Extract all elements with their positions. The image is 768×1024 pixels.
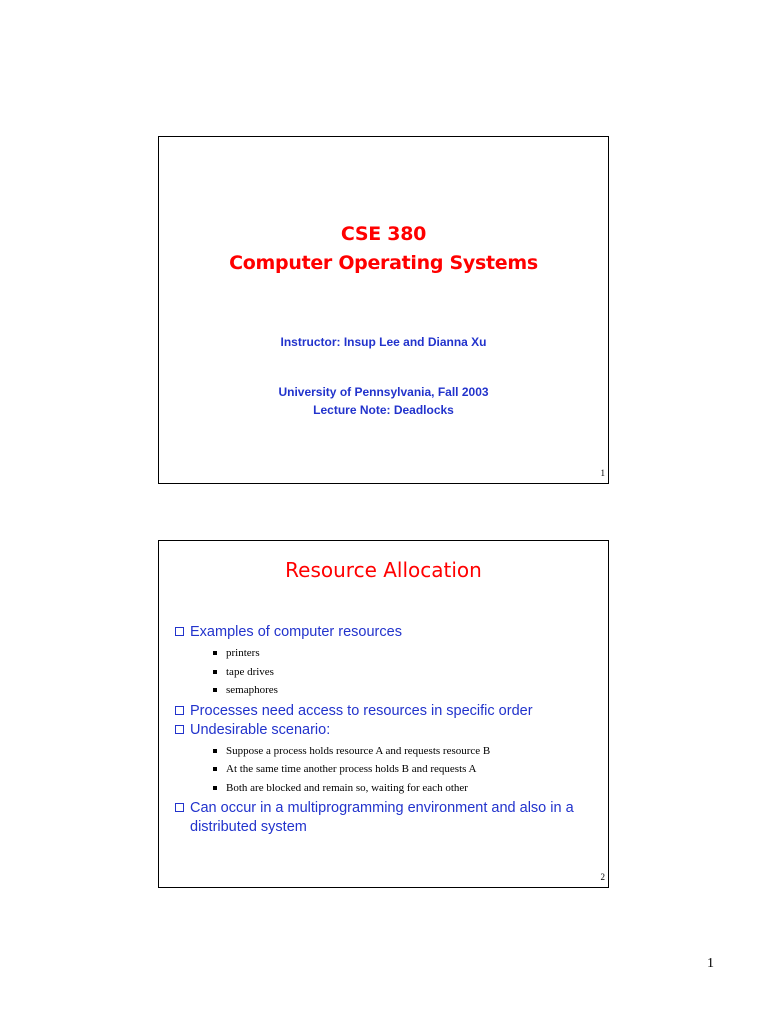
bullet-item: [174, 721, 598, 798]
bullet-list: [174, 623, 598, 837]
sub-bullet-text: At the same time another process holds B and requests A: [226, 763, 477, 775]
sub-bullet-text: printers: [226, 647, 260, 659]
course-title: Computer Operating Systems: [229, 252, 538, 274]
slide-number: 2: [600, 872, 605, 882]
sub-bullet-text: semaphores: [226, 684, 278, 696]
checkbox-bullet-icon: [175, 725, 184, 734]
instructor-line: Instructor: Insup Lee and Dianna Xu: [280, 335, 487, 349]
sub-bullet-item: [190, 742, 598, 761]
checkbox-bullet-icon: [175, 706, 184, 715]
bullet-text: Examples of computer resources: [190, 624, 402, 640]
bullet-item: [174, 702, 598, 721]
square-bullet-icon: [213, 688, 217, 692]
sub-bullet-item: [190, 760, 598, 779]
slide-title: Resource Allocation: [285, 558, 482, 582]
sub-bullet-item: [190, 663, 598, 682]
square-bullet-icon: [213, 786, 217, 790]
bullet-text: Processes need access to resources in specific order: [190, 702, 533, 719]
page-number: 1: [707, 956, 714, 971]
sub-bullet-list: [190, 644, 598, 700]
sub-bullet-text: Suppose a process holds resource A and requests resource B: [226, 744, 491, 757]
square-bullet-icon: [213, 670, 217, 674]
square-bullet-icon: [213, 767, 217, 771]
lecture-line: Lecture Note: Deadlocks: [313, 403, 454, 417]
sub-bullet-item: [190, 644, 598, 663]
sub-bullet-text: tape drives: [226, 665, 274, 678]
bullet-text: Can occur in a multiprogramming environment and also in a distributed system: [190, 800, 574, 835]
sub-bullet-item: [190, 681, 598, 700]
square-bullet-icon: [213, 651, 217, 655]
course-code: CSE 380: [340, 223, 427, 245]
slide-2: [158, 540, 609, 888]
university-line: University of Pennsylvania, Fall 2003: [278, 385, 489, 399]
sub-bullet-list: [190, 742, 598, 798]
slide-1: [158, 136, 609, 484]
bullet-item: [174, 623, 598, 700]
sub-bullet-item: [190, 779, 598, 798]
checkbox-bullet-icon: [175, 803, 184, 812]
bullet-item: [174, 799, 598, 837]
bullet-text: Undesirable scenario:: [190, 721, 331, 738]
checkbox-bullet-icon: [175, 627, 184, 636]
slide-number: 1: [600, 468, 605, 478]
sub-bullet-text: Both are blocked and remain so, waiting for each other: [226, 781, 468, 794]
square-bullet-icon: [213, 749, 217, 753]
